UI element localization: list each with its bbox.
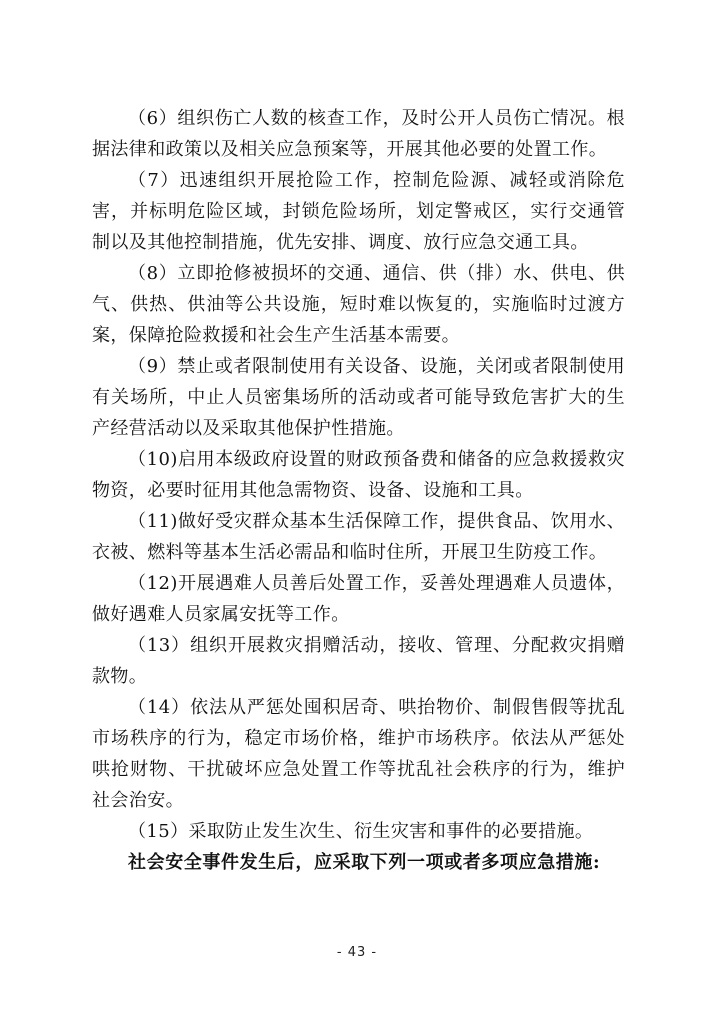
paragraph-measure-9: （9）禁止或者限制使用有关设备、设施，关闭或者限制使用有关场所，中止人员密集场所的活动或者可能导致危害扩大的生产经营活动以及采取其他保护性措施。 xyxy=(92,356,625,439)
paragraph-measure-6: （6）组织伤亡人数的核查工作，及时公开人员伤亡情况。根据法律和政策以及相关应急预案等，开展其他必要的处置工作。 xyxy=(92,108,625,160)
paragraph-measure-13: （13）组织开展救灾捐赠活动，接收、管理、分配救灾捐赠款物。 xyxy=(92,635,625,687)
paragraph-measure-7: （7）迅速组织开展抢险工作，控制危险源、减轻或消除危害，并标明危险区域，封锁危险场所，划定警戒区，实行交通管制以及其他控制措施，优先安排、调度、放行应急交通工具。 xyxy=(92,170,625,253)
paragraph-measure-14: （14）依法从严惩处囤积居奇、哄抬物价、制假售假等扰乱市场秩序的行为，稳定市场价格，维护市场秩序。依法从严惩处哄抢财物、干扰破坏应急处置工作等扰乱社会秩序的行为，维护社会治安。 xyxy=(92,697,625,811)
paragraph-measure-11: （11)做好受灾群众基本生活保障工作，提供食品、饮用水、衣被、燃料等基本生活必需品和临时住所，开展卫生防疫工作。 xyxy=(92,511,625,563)
paragraph-measure-10: （10)启用本级政府设置的财政预备费和储备的应急救援救灾物资，必要时征用其他急需物资、设备、设施和工具。 xyxy=(92,449,625,501)
body-text xyxy=(92,103,625,878)
section-heading: 社会安全事件发生后，应采取下列一项或者多项应急措施: xyxy=(128,852,601,873)
page-number: - 43 - xyxy=(336,945,378,960)
paragraph-measure-15: （15）采取防止发生次生、衍生灾害和事件的必要措施。 xyxy=(128,821,594,842)
paragraph-measure-8: （8）立即抢修被损坏的交通、通信、供（排）水、供电、供气、供热、供油等公共设施，短时难以恢复的，实施临时过渡方案，保障抢险救援和社会生产生活基本需要。 xyxy=(92,263,625,346)
paragraph-measure-12: （12)开展遇难人员善后处置工作，妥善处理遇难人员遗体，做好遇难人员家属安抚等工作。 xyxy=(92,573,625,625)
